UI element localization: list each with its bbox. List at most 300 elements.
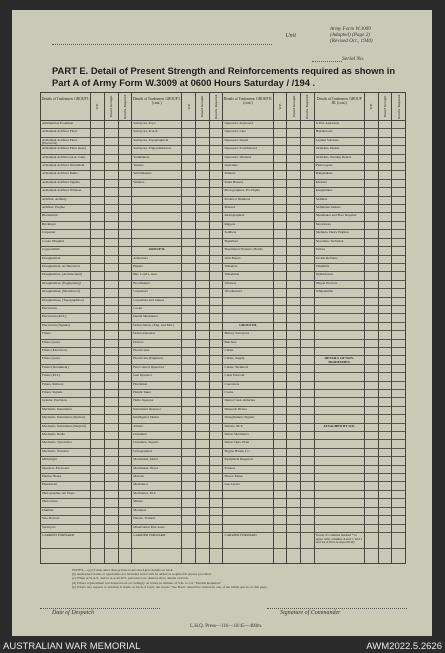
entry-cell[interactable] xyxy=(210,247,223,255)
entry-cell[interactable] xyxy=(274,213,287,221)
entry-cell[interactable] xyxy=(105,163,118,171)
entry-cell[interactable] xyxy=(392,298,405,306)
entry-cell[interactable] xyxy=(287,356,300,364)
entry-cell[interactable] xyxy=(274,197,287,205)
entry-cell[interactable] xyxy=(301,180,314,188)
entry-cell[interactable] xyxy=(210,356,223,364)
entry-cell[interactable] xyxy=(182,129,195,137)
entry-cell[interactable] xyxy=(287,289,300,297)
entry-cell[interactable] xyxy=(182,163,195,171)
entry-cell[interactable] xyxy=(365,289,378,297)
entry-cell[interactable] xyxy=(379,356,392,364)
entry-cell[interactable] xyxy=(392,474,405,482)
total-cell[interactable] xyxy=(301,533,314,549)
entry-cell[interactable] xyxy=(379,390,392,398)
entry-cell[interactable] xyxy=(196,348,209,356)
entry-cell[interactable] xyxy=(379,146,392,154)
entry-cell[interactable] xyxy=(301,474,314,482)
entry-cell[interactable] xyxy=(379,188,392,196)
entry-cell[interactable] xyxy=(274,474,287,482)
entry-cell[interactable] xyxy=(379,205,392,213)
entry-cell[interactable] xyxy=(379,239,392,247)
entry-cell[interactable] xyxy=(301,440,314,448)
entry-cell[interactable] xyxy=(105,373,118,381)
entry-cell[interactable] xyxy=(287,415,300,423)
entry-cell[interactable] xyxy=(365,180,378,188)
entry-cell[interactable] xyxy=(210,197,223,205)
entry-cell[interactable] xyxy=(365,331,378,339)
entry-cell[interactable] xyxy=(196,213,209,221)
entry-cell[interactable] xyxy=(196,188,209,196)
entry-cell[interactable] xyxy=(105,407,118,415)
entry-cell[interactable] xyxy=(210,180,223,188)
entry-cell[interactable] xyxy=(365,356,378,364)
entry-cell[interactable] xyxy=(182,474,195,482)
entry-cell[interactable] xyxy=(119,155,132,163)
entry-cell[interactable] xyxy=(182,213,195,221)
entry-cell[interactable] xyxy=(379,213,392,221)
entry-cell[interactable] xyxy=(301,491,314,499)
entry-cell[interactable] xyxy=(210,239,223,247)
entry-cell[interactable] xyxy=(365,213,378,221)
entry-cell[interactable] xyxy=(274,323,287,331)
entry-cell[interactable] xyxy=(274,171,287,179)
entry-cell[interactable] xyxy=(379,508,392,516)
entry-cell[interactable] xyxy=(287,373,300,381)
entry-cell[interactable] xyxy=(105,146,118,154)
entry-cell[interactable] xyxy=(105,239,118,247)
entry-cell[interactable] xyxy=(196,264,209,272)
entry-cell[interactable] xyxy=(365,146,378,154)
entry-cell[interactable] xyxy=(210,440,223,448)
entry-cell[interactable] xyxy=(392,365,405,373)
entry-cell[interactable] xyxy=(210,272,223,280)
entry-cell[interactable] xyxy=(182,197,195,205)
entry-cell[interactable] xyxy=(392,247,405,255)
entry-cell[interactable] xyxy=(365,239,378,247)
entry-cell[interactable] xyxy=(210,432,223,440)
total-cell[interactable] xyxy=(105,533,118,549)
entry-cell[interactable] xyxy=(274,272,287,280)
entry-cell[interactable] xyxy=(119,197,132,205)
entry-cell[interactable] xyxy=(119,407,132,415)
entry-cell[interactable] xyxy=(301,415,314,423)
entry-cell[interactable] xyxy=(287,213,300,221)
entry-cell[interactable] xyxy=(287,407,300,415)
entry-cell[interactable] xyxy=(274,499,287,507)
entry-cell[interactable] xyxy=(196,272,209,280)
entry-cell[interactable] xyxy=(210,205,223,213)
entry-cell[interactable] xyxy=(379,482,392,490)
entry-cell[interactable] xyxy=(182,382,195,390)
entry-cell[interactable] xyxy=(379,323,392,331)
entry-cell[interactable] xyxy=(301,365,314,373)
entry-cell[interactable] xyxy=(210,230,223,238)
entry-cell[interactable] xyxy=(301,340,314,348)
entry-cell[interactable] xyxy=(91,474,104,482)
entry-cell[interactable] xyxy=(196,466,209,474)
entry-cell[interactable] xyxy=(91,407,104,415)
entry-cell[interactable] xyxy=(392,525,405,533)
entry-cell[interactable] xyxy=(274,407,287,415)
entry-cell[interactable] xyxy=(392,382,405,390)
entry-cell[interactable] xyxy=(210,306,223,314)
entry-cell[interactable] xyxy=(182,365,195,373)
entry-cell[interactable] xyxy=(210,256,223,264)
entry-cell[interactable] xyxy=(365,340,378,348)
entry-cell[interactable] xyxy=(274,146,287,154)
entry-cell[interactable] xyxy=(119,230,132,238)
entry-cell[interactable] xyxy=(392,415,405,423)
entry-cell[interactable] xyxy=(105,457,118,465)
entry-cell[interactable] xyxy=(274,424,287,432)
entry-cell[interactable] xyxy=(274,289,287,297)
entry-cell[interactable] xyxy=(287,482,300,490)
entry-cell[interactable] xyxy=(119,180,132,188)
entry-cell[interactable] xyxy=(91,331,104,339)
entry-cell[interactable] xyxy=(210,449,223,457)
entry-cell[interactable] xyxy=(287,398,300,406)
entry-cell[interactable] xyxy=(119,398,132,406)
entry-cell[interactable] xyxy=(274,398,287,406)
entry-cell[interactable] xyxy=(379,306,392,314)
entry-cell[interactable] xyxy=(91,247,104,255)
entry-cell[interactable] xyxy=(392,398,405,406)
entry-cell[interactable] xyxy=(274,281,287,289)
entry-cell[interactable] xyxy=(91,289,104,297)
entry-cell[interactable] xyxy=(119,289,132,297)
entry-cell[interactable] xyxy=(105,482,118,490)
entry-cell[interactable] xyxy=(301,516,314,524)
entry-cell[interactable] xyxy=(210,407,223,415)
entry-cell[interactable] xyxy=(392,314,405,322)
entry-cell[interactable] xyxy=(287,129,300,137)
entry-cell[interactable] xyxy=(182,482,195,490)
entry-cell[interactable] xyxy=(301,138,314,146)
entry-cell[interactable] xyxy=(365,323,378,331)
entry-cell[interactable] xyxy=(365,382,378,390)
entry-cell[interactable] xyxy=(274,264,287,272)
entry-cell[interactable] xyxy=(287,138,300,146)
entry-cell[interactable] xyxy=(274,155,287,163)
entry-cell[interactable] xyxy=(379,348,392,356)
entry-cell[interactable] xyxy=(392,348,405,356)
entry-cell[interactable] xyxy=(105,180,118,188)
entry-cell[interactable] xyxy=(91,129,104,137)
entry-cell[interactable] xyxy=(274,525,287,533)
entry-cell[interactable] xyxy=(379,121,392,129)
entry-cell[interactable] xyxy=(196,499,209,507)
entry-cell[interactable] xyxy=(105,306,118,314)
entry-cell[interactable] xyxy=(274,163,287,171)
entry-cell[interactable] xyxy=(105,222,118,230)
entry-cell[interactable] xyxy=(365,432,378,440)
entry-cell[interactable] xyxy=(91,499,104,507)
entry-cell[interactable] xyxy=(274,440,287,448)
entry-cell[interactable] xyxy=(119,298,132,306)
entry-cell[interactable] xyxy=(210,121,223,129)
entry-cell[interactable] xyxy=(365,482,378,490)
entry-cell[interactable] xyxy=(379,340,392,348)
entry-cell[interactable] xyxy=(274,365,287,373)
entry-cell[interactable] xyxy=(274,340,287,348)
entry-cell[interactable] xyxy=(91,449,104,457)
entry-cell[interactable] xyxy=(210,331,223,339)
entry-cell[interactable] xyxy=(379,129,392,137)
entry-cell[interactable] xyxy=(287,449,300,457)
entry-cell[interactable] xyxy=(301,213,314,221)
entry-cell[interactable] xyxy=(365,365,378,373)
entry-cell[interactable] xyxy=(274,298,287,306)
entry-cell[interactable] xyxy=(274,306,287,314)
entry-cell[interactable] xyxy=(196,129,209,137)
entry-cell[interactable] xyxy=(182,516,195,524)
entry-cell[interactable] xyxy=(301,247,314,255)
entry-cell[interactable] xyxy=(105,188,118,196)
entry-cell[interactable] xyxy=(392,356,405,364)
entry-cell[interactable] xyxy=(287,239,300,247)
entry-cell[interactable] xyxy=(210,289,223,297)
entry-cell[interactable] xyxy=(105,331,118,339)
entry-cell[interactable] xyxy=(287,121,300,129)
entry-cell[interactable] xyxy=(105,491,118,499)
entry-cell[interactable] xyxy=(196,424,209,432)
entry-cell[interactable] xyxy=(287,474,300,482)
entry-cell[interactable] xyxy=(301,525,314,533)
entry-cell[interactable] xyxy=(91,348,104,356)
entry-cell[interactable] xyxy=(182,121,195,129)
entry-cell[interactable] xyxy=(301,499,314,507)
entry-cell[interactable] xyxy=(105,247,118,255)
entry-cell[interactable] xyxy=(105,508,118,516)
entry-cell[interactable] xyxy=(105,281,118,289)
entry-cell[interactable] xyxy=(119,281,132,289)
entry-cell[interactable] xyxy=(379,365,392,373)
entry-cell[interactable] xyxy=(119,264,132,272)
entry-cell[interactable] xyxy=(105,121,118,129)
entry-cell[interactable] xyxy=(119,146,132,154)
entry-cell[interactable] xyxy=(274,482,287,490)
entry-cell[interactable] xyxy=(301,331,314,339)
entry-cell[interactable] xyxy=(210,516,223,524)
entry-cell[interactable] xyxy=(379,432,392,440)
entry-cell[interactable] xyxy=(119,474,132,482)
entry-cell[interactable] xyxy=(182,323,195,331)
entry-cell[interactable] xyxy=(196,356,209,364)
entry-cell[interactable] xyxy=(392,121,405,129)
entry-cell[interactable] xyxy=(91,121,104,129)
entry-cell[interactable] xyxy=(365,272,378,280)
entry-cell[interactable] xyxy=(119,205,132,213)
entry-cell[interactable] xyxy=(392,272,405,280)
total-cell[interactable] xyxy=(392,533,405,549)
entry-cell[interactable] xyxy=(91,398,104,406)
entry-cell[interactable] xyxy=(287,256,300,264)
entry-cell[interactable] xyxy=(91,516,104,524)
entry-cell[interactable] xyxy=(287,247,300,255)
entry-cell[interactable] xyxy=(182,525,195,533)
entry-cell[interactable] xyxy=(274,348,287,356)
entry-cell[interactable] xyxy=(379,298,392,306)
entry-cell[interactable] xyxy=(301,163,314,171)
entry-cell[interactable] xyxy=(287,424,300,432)
entry-cell[interactable] xyxy=(196,289,209,297)
entry-cell[interactable] xyxy=(196,138,209,146)
entry-cell[interactable] xyxy=(196,281,209,289)
entry-cell[interactable] xyxy=(301,188,314,196)
entry-cell[interactable] xyxy=(91,138,104,146)
entry-cell[interactable] xyxy=(119,457,132,465)
entry-cell[interactable] xyxy=(365,121,378,129)
entry-cell[interactable] xyxy=(182,499,195,507)
entry-cell[interactable] xyxy=(274,415,287,423)
entry-cell[interactable] xyxy=(379,449,392,457)
entry-cell[interactable] xyxy=(274,188,287,196)
entry-cell[interactable] xyxy=(196,230,209,238)
entry-cell[interactable] xyxy=(287,432,300,440)
entry-cell[interactable] xyxy=(210,466,223,474)
entry-cell[interactable] xyxy=(379,171,392,179)
entry-cell[interactable] xyxy=(196,171,209,179)
entry-cell[interactable] xyxy=(365,491,378,499)
entry-cell[interactable] xyxy=(105,440,118,448)
entry-cell[interactable] xyxy=(105,298,118,306)
entry-cell[interactable] xyxy=(119,129,132,137)
entry-cell[interactable] xyxy=(287,188,300,196)
entry-cell[interactable] xyxy=(119,340,132,348)
entry-cell[interactable] xyxy=(182,171,195,179)
entry-cell[interactable] xyxy=(287,331,300,339)
entry-cell[interactable] xyxy=(379,440,392,448)
total-cell[interactable] xyxy=(274,533,287,549)
entry-cell[interactable] xyxy=(182,373,195,381)
entry-cell[interactable] xyxy=(210,499,223,507)
entry-cell[interactable] xyxy=(119,491,132,499)
entry-cell[interactable] xyxy=(182,188,195,196)
entry-cell[interactable] xyxy=(287,230,300,238)
entry-cell[interactable] xyxy=(182,256,195,264)
entry-cell[interactable] xyxy=(210,474,223,482)
entry-cell[interactable] xyxy=(119,432,132,440)
total-cell[interactable] xyxy=(210,533,223,549)
entry-cell[interactable] xyxy=(105,516,118,524)
entry-cell[interactable] xyxy=(210,298,223,306)
entry-cell[interactable] xyxy=(105,415,118,423)
entry-cell[interactable] xyxy=(105,365,118,373)
entry-cell[interactable] xyxy=(196,508,209,516)
entry-cell[interactable] xyxy=(365,348,378,356)
entry-cell[interactable] xyxy=(379,457,392,465)
entry-cell[interactable] xyxy=(287,222,300,230)
entry-cell[interactable] xyxy=(91,180,104,188)
entry-cell[interactable] xyxy=(392,281,405,289)
entry-cell[interactable] xyxy=(182,466,195,474)
entry-cell[interactable] xyxy=(91,272,104,280)
entry-cell[interactable] xyxy=(119,466,132,474)
entry-cell[interactable] xyxy=(365,508,378,516)
entry-cell[interactable] xyxy=(301,466,314,474)
entry-cell[interactable] xyxy=(91,197,104,205)
entry-cell[interactable] xyxy=(392,264,405,272)
entry-cell[interactable] xyxy=(210,373,223,381)
entry-cell[interactable] xyxy=(105,382,118,390)
entry-cell[interactable] xyxy=(105,213,118,221)
entry-cell[interactable] xyxy=(365,163,378,171)
entry-cell[interactable] xyxy=(182,180,195,188)
entry-cell[interactable] xyxy=(119,272,132,280)
entry-cell[interactable] xyxy=(119,356,132,364)
entry-cell[interactable] xyxy=(210,382,223,390)
entry-cell[interactable] xyxy=(274,247,287,255)
entry-cell[interactable] xyxy=(301,323,314,331)
entry-cell[interactable] xyxy=(105,314,118,322)
entry-cell[interactable] xyxy=(274,129,287,137)
entry-cell[interactable] xyxy=(105,171,118,179)
entry-cell[interactable] xyxy=(287,365,300,373)
entry-cell[interactable] xyxy=(365,171,378,179)
entry-cell[interactable] xyxy=(287,390,300,398)
entry-cell[interactable] xyxy=(379,197,392,205)
entry-cell[interactable] xyxy=(210,188,223,196)
entry-cell[interactable] xyxy=(274,121,287,129)
entry-cell[interactable] xyxy=(210,129,223,137)
entry-cell[interactable] xyxy=(182,306,195,314)
entry-cell[interactable] xyxy=(379,180,392,188)
entry-cell[interactable] xyxy=(182,424,195,432)
entry-cell[interactable] xyxy=(91,264,104,272)
entry-cell[interactable] xyxy=(365,256,378,264)
entry-cell[interactable] xyxy=(210,365,223,373)
entry-cell[interactable] xyxy=(365,205,378,213)
entry-cell[interactable] xyxy=(105,432,118,440)
entry-cell[interactable] xyxy=(392,230,405,238)
entry-cell[interactable] xyxy=(379,264,392,272)
entry-cell[interactable] xyxy=(119,365,132,373)
total-cell[interactable] xyxy=(196,533,209,549)
entry-cell[interactable] xyxy=(91,314,104,322)
entry-cell[interactable] xyxy=(301,171,314,179)
entry-cell[interactable] xyxy=(379,331,392,339)
entry-cell[interactable] xyxy=(274,466,287,474)
entry-cell[interactable] xyxy=(365,499,378,507)
entry-cell[interactable] xyxy=(392,306,405,314)
entry-cell[interactable] xyxy=(365,188,378,196)
entry-cell[interactable] xyxy=(301,457,314,465)
entry-cell[interactable] xyxy=(182,264,195,272)
entry-cell[interactable] xyxy=(105,272,118,280)
entry-cell[interactable] xyxy=(119,482,132,490)
entry-cell[interactable] xyxy=(119,213,132,221)
entry-cell[interactable] xyxy=(365,516,378,524)
entry-cell[interactable] xyxy=(301,382,314,390)
entry-cell[interactable] xyxy=(379,415,392,423)
entry-cell[interactable] xyxy=(119,499,132,507)
entry-cell[interactable] xyxy=(274,432,287,440)
entry-cell[interactable] xyxy=(119,415,132,423)
entry-cell[interactable] xyxy=(196,314,209,322)
entry-cell[interactable] xyxy=(182,340,195,348)
entry-cell[interactable] xyxy=(301,390,314,398)
entry-cell[interactable] xyxy=(287,205,300,213)
entry-cell[interactable] xyxy=(105,449,118,457)
entry-cell[interactable] xyxy=(196,298,209,306)
entry-cell[interactable] xyxy=(91,390,104,398)
entry-cell[interactable] xyxy=(287,146,300,154)
entry-cell[interactable] xyxy=(210,348,223,356)
entry-cell[interactable] xyxy=(119,331,132,339)
entry-cell[interactable] xyxy=(210,146,223,154)
entry-cell[interactable] xyxy=(287,382,300,390)
